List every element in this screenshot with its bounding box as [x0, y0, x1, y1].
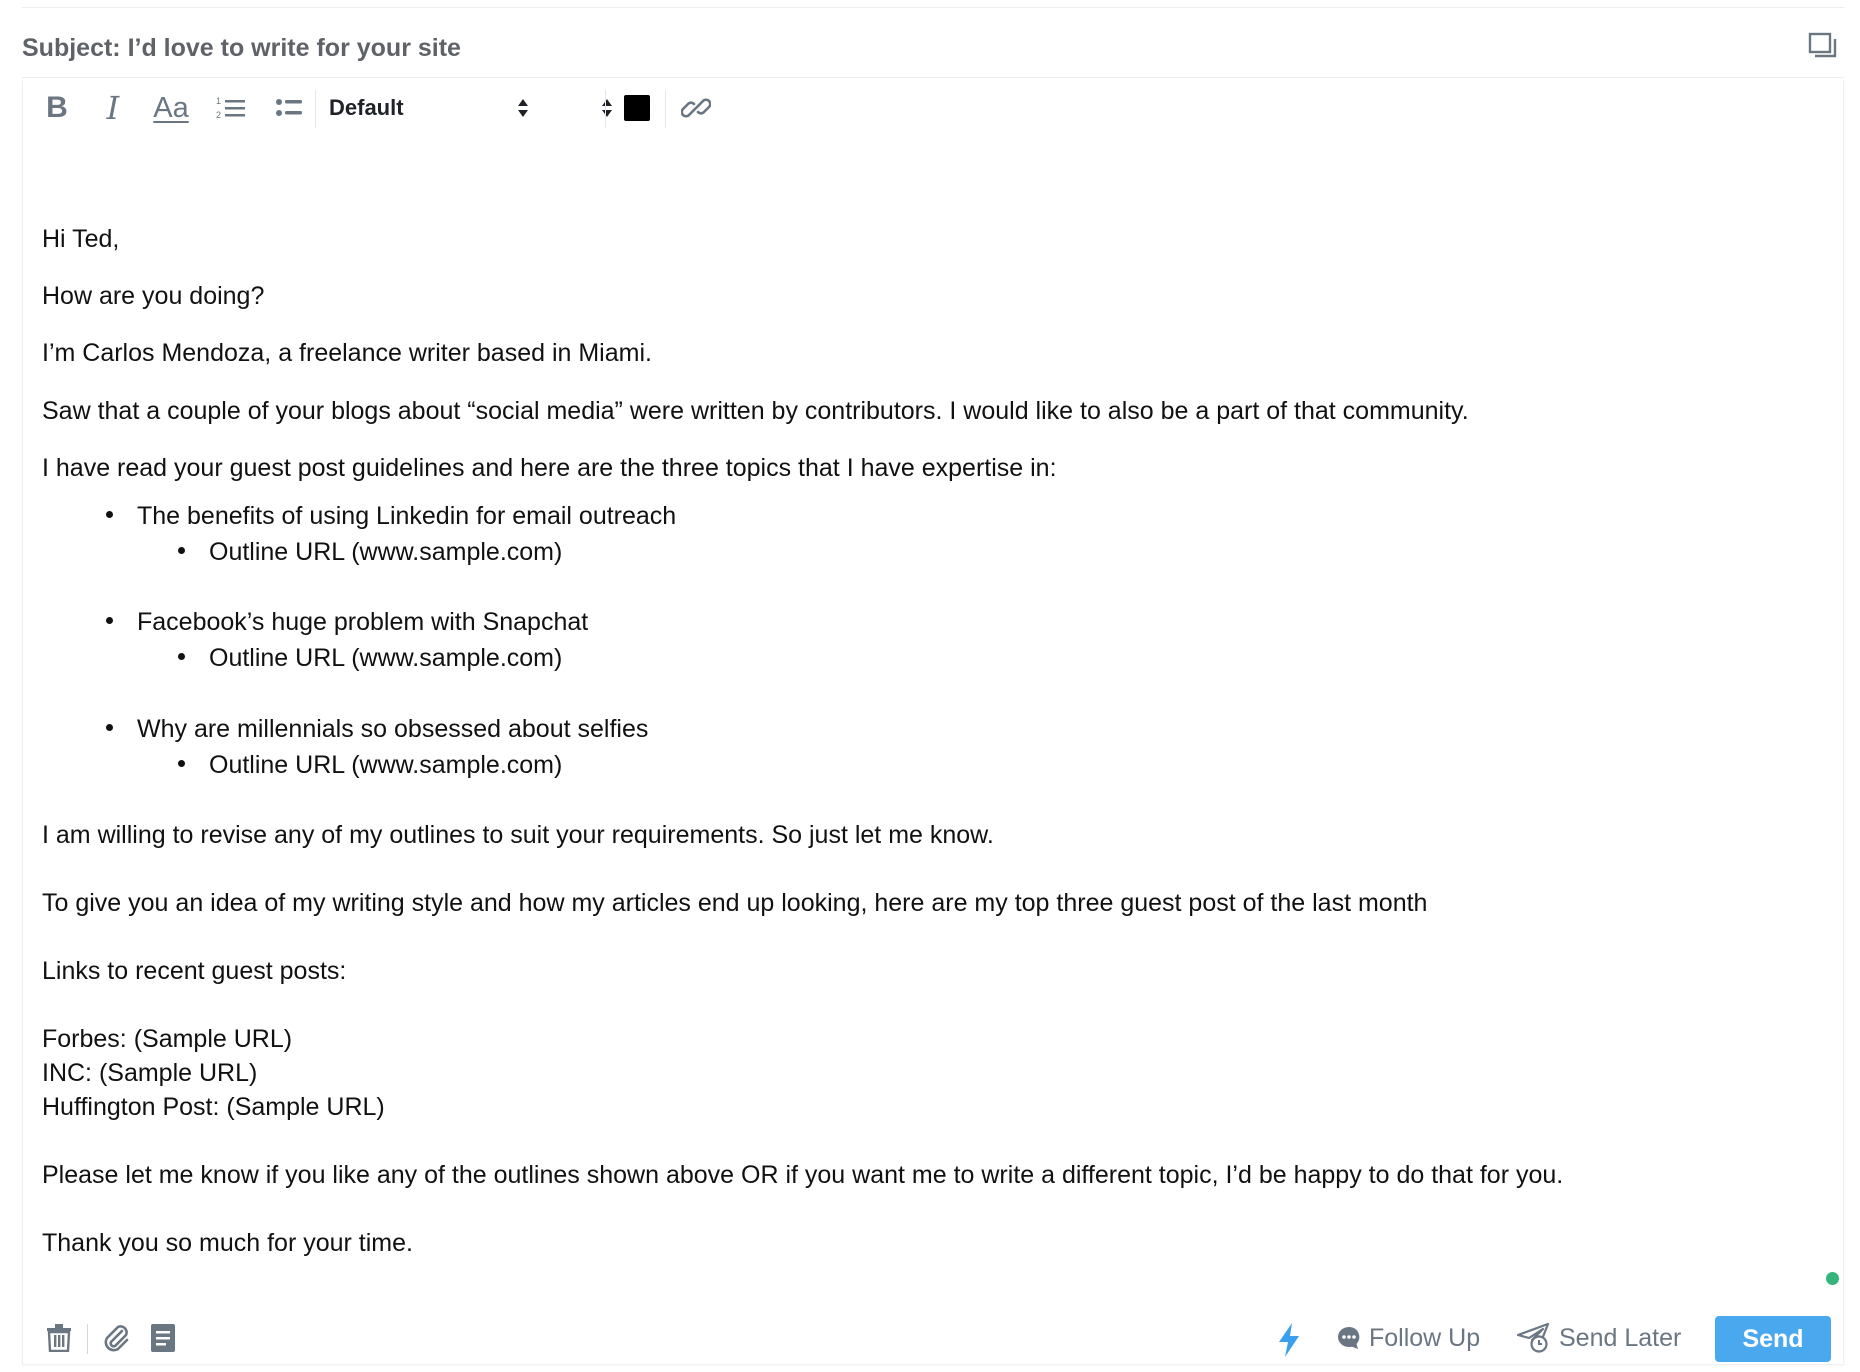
- topic-subitem: Outline URL (www.sample.com): [209, 751, 563, 779]
- bullet-list-icon: [275, 97, 303, 119]
- body-paragraph: I’m Carlos Mendoza, a freelance writer based in Miami.: [42, 339, 652, 367]
- topic-item: Why are millennials so obsessed about selfies: [137, 715, 649, 743]
- body-paragraph: To give you an idea of my writing style and how my articles end up looking, here are my top three guest post of the last month: [42, 889, 1428, 917]
- body-paragraph: Saw that a couple of your blogs about “social media” were written by contributors. I would like to also be a part of that community.: [42, 397, 1469, 425]
- topic-subitem: Outline URL (www.sample.com): [209, 538, 563, 566]
- follow-up-button[interactable]: [1337, 1318, 1480, 1358]
- toolbar-divider: [315, 90, 316, 128]
- scheduled-send-icon: [1517, 1323, 1551, 1353]
- body-closing: Thank you so much for your time.: [42, 1229, 413, 1257]
- attach-file-button[interactable]: [99, 1318, 135, 1358]
- formatting-toolbar: [23, 80, 1843, 136]
- bullet-dot: [106, 617, 113, 624]
- svg-text:2: 2: [216, 110, 222, 120]
- italic-button[interactable]: I: [106, 89, 120, 127]
- select-arrows-icon: [601, 98, 613, 118]
- body-paragraph: I have read your guest post guidelines and here are the three topics that I have expertise in:: [42, 454, 1057, 482]
- topic-subitem: Outline URL (www.sample.com): [209, 644, 563, 672]
- body-paragraph: Links to recent guest posts:: [42, 957, 347, 985]
- bullet-list-button[interactable]: [267, 88, 311, 128]
- select-arrows-icon: [517, 98, 529, 118]
- templates-button[interactable]: [145, 1318, 181, 1358]
- follow-up-label: Follow Up: [1369, 1323, 1481, 1352]
- svg-text:1: 1: [216, 96, 222, 106]
- body-paragraph: How are you doing?: [42, 282, 265, 310]
- delete-draft-button[interactable]: [41, 1318, 77, 1358]
- bullet-dot: [106, 511, 113, 518]
- text-color-button[interactable]: [617, 88, 657, 128]
- body-greeting: Hi Ted,: [42, 225, 120, 253]
- compose-editor: [22, 80, 1844, 1365]
- bullet-dot: [106, 724, 113, 731]
- topic-item: Facebook’s huge problem with Snapchat: [137, 608, 589, 636]
- status-dot: [1826, 1272, 1839, 1285]
- insert-link-button[interactable]: [675, 88, 717, 128]
- template-document-icon: [150, 1323, 176, 1353]
- body-paragraph: Please let me know if you like any of the outlines shown above OR if you want me to write a different topic, I’d be happy to do that for you.: [42, 1161, 1564, 1189]
- color-swatch: [624, 95, 650, 121]
- topic-item: The benefits of using Linkedin for email outreach: [137, 502, 677, 530]
- link-line: Forbes: (Sample URL): [42, 1025, 293, 1053]
- subject-line[interactable]: Subject: I’d love to write for your site: [22, 34, 461, 62]
- trash-icon: [46, 1324, 72, 1352]
- send-later-button[interactable]: [1517, 1318, 1681, 1358]
- link-line: INC: (Sample URL): [42, 1059, 258, 1087]
- toolbar-divider: [605, 90, 606, 128]
- popout-window-icon[interactable]: [1808, 30, 1838, 60]
- font-family-value: Default: [329, 95, 404, 120]
- bullet-dot: [178, 760, 185, 767]
- bullet-dot: [178, 653, 185, 660]
- bullet-dot: [178, 547, 185, 554]
- ordered-list-button[interactable]: [209, 88, 253, 128]
- compose-footer: [23, 1310, 1843, 1365]
- body-paragraph: I am willing to revise any of my outlines to suit your requirements. So just let me know.: [42, 821, 994, 849]
- toolbar-divider: [665, 90, 666, 128]
- link-icon: [681, 93, 711, 123]
- send-button[interactable]: Send: [1715, 1316, 1831, 1362]
- ordered-list-icon: [216, 95, 246, 121]
- chat-bubble-icon: [1337, 1326, 1361, 1350]
- send-later-label: Send Later: [1559, 1323, 1682, 1352]
- bold-button[interactable]: B: [46, 91, 68, 124]
- subject-bar: [22, 8, 1844, 78]
- text-size-button[interactable]: Aa: [153, 91, 189, 124]
- paperclip-icon: [102, 1323, 132, 1353]
- lightning-bolt-icon[interactable]: [1275, 1322, 1303, 1358]
- footer-divider: [87, 1324, 88, 1354]
- link-line: Huffington Post: (Sample URL): [42, 1093, 385, 1121]
- font-family-select[interactable]: [329, 88, 529, 128]
